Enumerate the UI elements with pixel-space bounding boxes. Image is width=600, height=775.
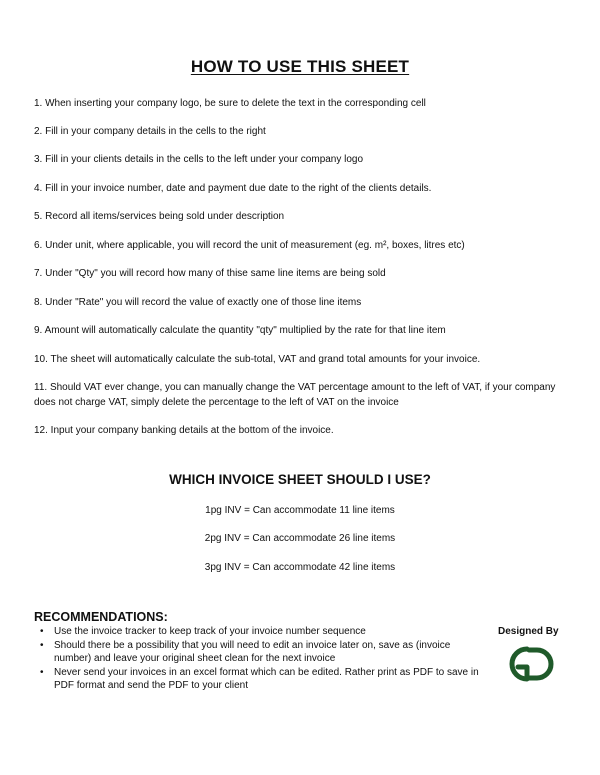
bullet-icon: • <box>40 666 44 678</box>
sheet-option: 3pg INV = Can accommodate 42 line items <box>204 562 396 573</box>
instruction-step: 11. Should VAT ever change, you can manually change the VAT percentage amount to the left of VAT, if your company does not charge VAT, simply delete the percentage to the left of VAT on the invoice <box>34 382 556 408</box>
instruction-step: 6. Under unit, where applicable, you will record the unit of measurement (eg. m², boxes, litres etc) <box>34 240 465 251</box>
page-title: HOW TO USE THIS SHEET <box>190 57 410 76</box>
instruction-step: 4. Fill in your invoice number, date and payment due date to the right of the clients details. <box>34 183 432 194</box>
instruction-step: 7. Under "Qty" you will record how many of thise same line items are being sold <box>34 268 386 279</box>
recommendation-text: Use the invoice tracker to keep track of your invoice number sequence <box>54 626 366 637</box>
list-item <box>40 625 480 639</box>
instruction-step: 8. Under "Rate" you will record the value of exactly one of those line items <box>34 297 362 308</box>
instruction-step: 2. Fill in your company details in the cells to the right <box>34 126 266 137</box>
instruction-step: 3. Fill in your clients details in the cells to the left under your company logo <box>34 154 364 165</box>
instruction-step: 5. Record all items/services being sold under description <box>34 211 285 222</box>
list-item <box>40 639 480 666</box>
recommendation-text: Never send your invoices in an excel format which can be edited. Rather print as PDF to save in PDF format and send the PDF to your client <box>54 666 479 691</box>
recommendations-title: RECOMMENDATIONS: <box>34 610 168 624</box>
list-item <box>40 666 480 693</box>
instruction-step: 12. Input your company banking details at the bottom of the invoice. <box>34 425 334 436</box>
gd-logo-icon <box>500 641 558 687</box>
sheet-option: 1pg INV = Can accommodate 11 line items <box>205 505 395 516</box>
instruction-step: 10. The sheet will automatically calculate the sub-total, VAT and grand total amounts for your invoice. <box>34 354 481 365</box>
designed-by-label: Designed By <box>498 626 559 637</box>
recommendations-list <box>40 625 480 693</box>
instruction-step: 1. When inserting your company logo, be sure to delete the text in the corresponding cell <box>34 98 426 109</box>
instruction-step: 9. Amount will automatically calculate the quantity "qty" multiplied by the rate for that line item <box>34 325 446 336</box>
section-title: WHICH INVOICE SHEET SHOULD I USE? <box>169 472 431 487</box>
sheet-option: 2pg INV = Can accommodate 26 line items <box>204 533 396 544</box>
bullet-icon: • <box>40 639 44 651</box>
bullet-icon: • <box>40 626 44 637</box>
recommendation-text: Should there be a possibility that you will need to edit an invoice later on, save as (invoice number) and leave your original sheet clean for the next invoice <box>54 639 451 664</box>
